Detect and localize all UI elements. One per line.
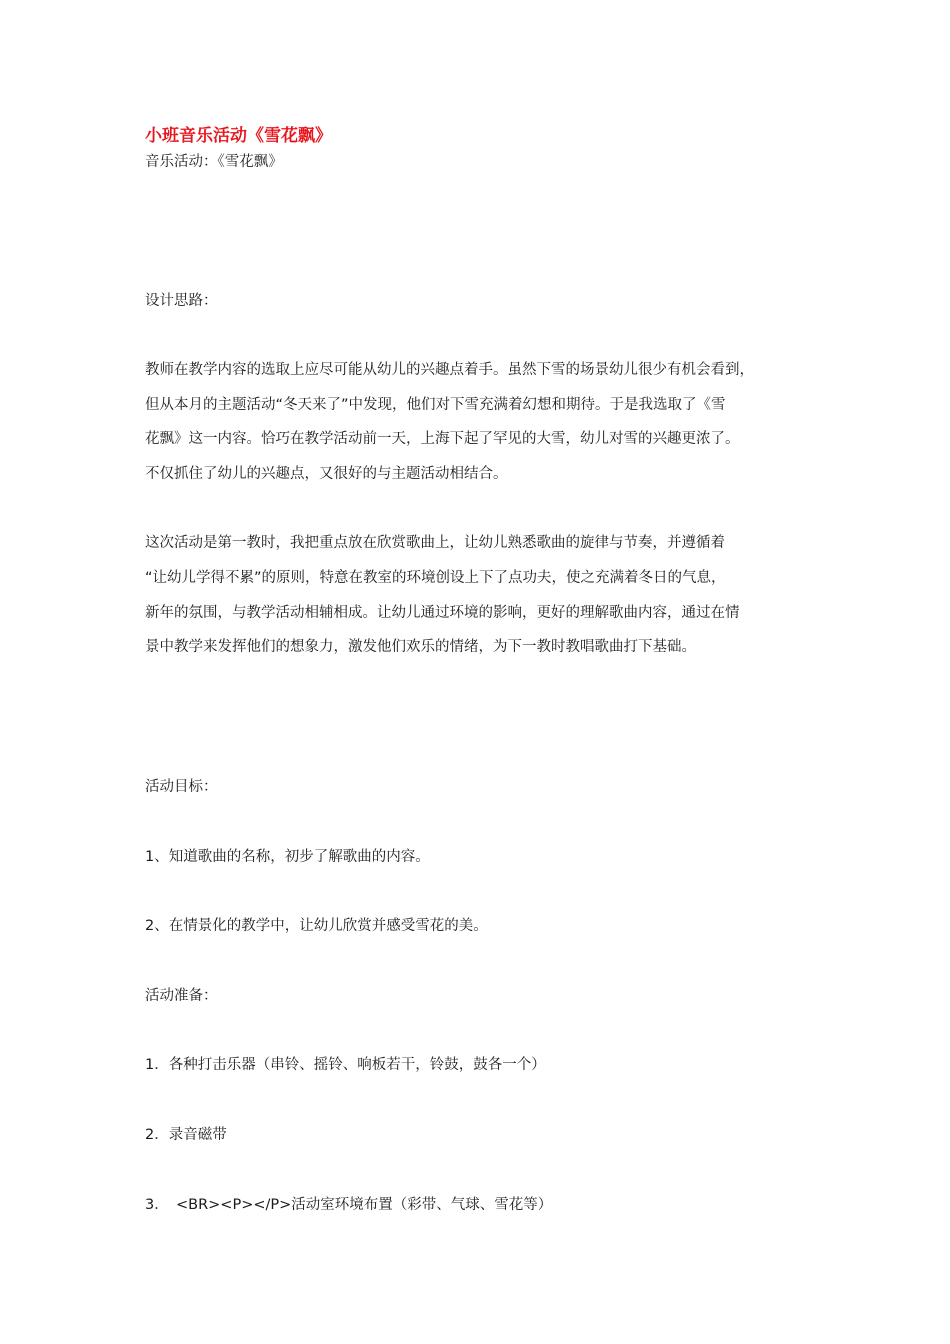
design-para2-line: 这次活动是第一教时，我把重点放在欣赏歌曲上，让幼儿熟悉歌曲的旋律与节奏，并遵循着	[145, 535, 725, 551]
prep-item: 2．录音磁带	[145, 1127, 227, 1143]
design-para2-line: 景中教学来发挥他们的想象力，激发他们欢乐的情绪，为下一教时教唱歌曲打下基础。	[145, 639, 696, 655]
goal-item: 2、在情景化的教学中，让幼儿欣赏并感受雪花的美。	[145, 918, 488, 934]
design-para1-line: 但从本月的主题活动“冬天来了”中发现，他们对下雪充满着幻想和期待。于是我选取了《雪	[145, 397, 726, 413]
document-subtitle: 音乐活动：《雪花飘》	[145, 154, 283, 170]
design-para2-line: 新年的氛围，与教学活动相辅相成。让幼儿通过环境的影响，更好的理解歌曲内容，通过在情	[145, 605, 740, 621]
design-heading: 设计思路：	[145, 293, 218, 309]
design-para2-line: “让幼儿学得不累”的原则，特意在教室的环境创设上下了点功夫，使之充满着冬日的气息，	[145, 570, 726, 586]
document-title: 小班音乐活动《雪花飘》	[145, 126, 332, 146]
prep-item: 3． <BR><P></P>活动室环境布置（彩带、气球、雪花等）	[145, 1197, 553, 1213]
prep-item: 1．各种打击乐器（串铃、摇铃、响板若干，铃鼓，鼓各一个）	[145, 1057, 546, 1073]
prep-heading: 活动准备：	[145, 988, 218, 1004]
design-para1-line: 花飘》这一内容。恰巧在教学活动前一天，上海下起了罕见的大雪，幼儿对雪的兴趣更浓了。	[145, 431, 740, 447]
design-para1-line: 不仅抓住了幼儿的兴趣点，又很好的与主题活动相结合。	[145, 466, 508, 482]
design-para1-line: 教师在教学内容的选取上应尽可能从幼儿的兴趣点着手。虽然下雪的场景幼儿很少有机会看到，	[145, 362, 754, 378]
goals-heading: 活动目标：	[145, 779, 218, 795]
goal-item: 1、知道歌曲的名称，初步了解歌曲的内容。	[145, 849, 430, 865]
